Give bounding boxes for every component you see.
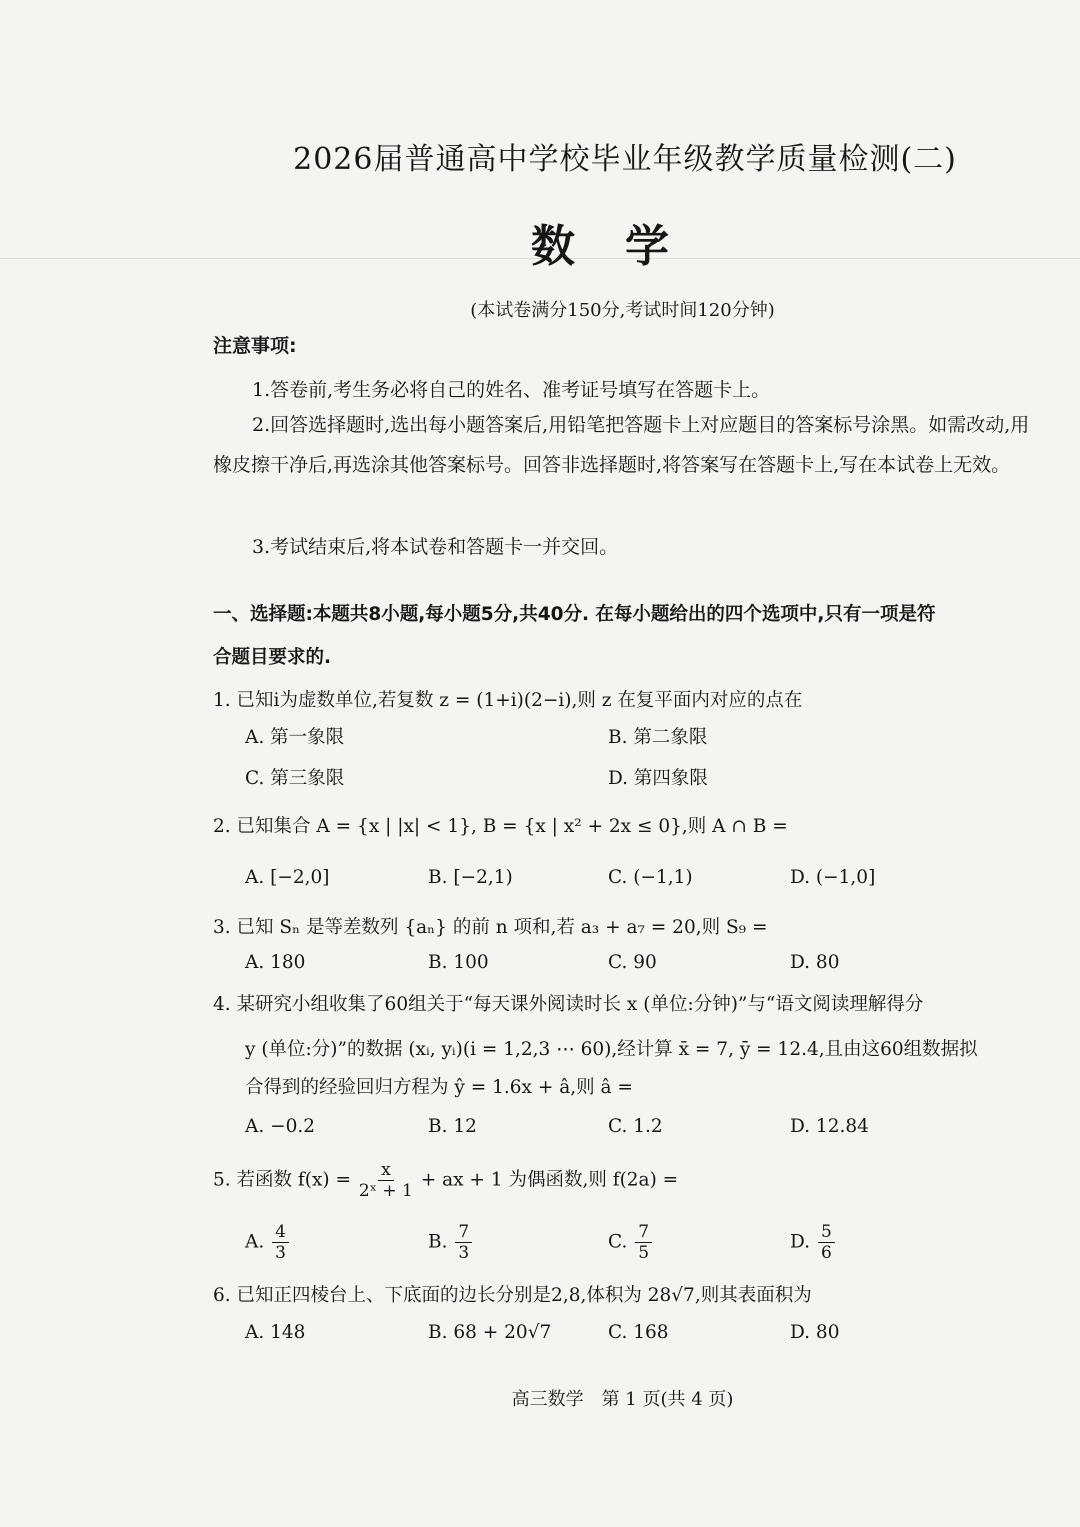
option-b [428,1222,474,1263]
option-d: D. 12.84 [790,1116,869,1137]
option-b: B. 68 + 20√7 [428,1322,552,1343]
fraction-denominator: 6 [820,1243,832,1263]
question-number: 1. [213,690,231,711]
fraction [272,1222,289,1263]
option-c: C. 90 [608,952,657,973]
question-stem: 已知 Sₙ 是等差数列 {aₙ} 的前 n 项和,若 a₃ + a₇ = 20,则 S₉ = [236,917,768,938]
notice-item-1: 1.答卷前,考生务必将自己的姓名、准考证号填写在答题卡上。 [252,379,771,401]
question-2 [213,812,788,838]
option-c [608,1222,654,1263]
fraction-numerator: 7 [455,1222,472,1243]
option-a: A. 148 [245,1322,306,1343]
question-1 [213,686,802,712]
question-number: 2. [213,816,231,837]
option-a: A. [−2,0] [245,867,330,888]
notice-item-2: 2.回答选择题时,选出每小题答案后,用铅笔把答题卡上对应题目的答案标号涂黑。如需改动,用橡皮擦干净后,再选涂其他答案标号。回答非选择题时,将答案写在答题卡上,写在本试卷上无效。 [213,414,1030,476]
question-stem-suffix: + ax + 1 为偶函数,则 f(2a) = [420,1169,679,1191]
option-c: C. 1.2 [608,1116,663,1137]
fraction-numerator: 4 [272,1222,289,1243]
fraction-denominator: 3 [275,1243,286,1263]
question-stem: 已知集合 A = {x | |x| < 1}, B = {x | x² + 2x ≤ 0},则 A ∩ B = [236,816,788,837]
option-b: B. 第二象限 [608,727,708,748]
fraction-denominator: 5 [638,1243,650,1263]
option-d [790,1222,837,1263]
question-number: 6. [213,1285,231,1306]
question-stem: 已知正四棱台上、下底面的边长分别是2,8,体积为 28√7,则其表面积为 [236,1285,812,1306]
option-d: D. 80 [790,1322,840,1343]
exam-info: (本试卷满分150分,考试时间120分钟) [470,300,775,321]
option-label: B. [428,1231,448,1253]
option-b: B. [−2,1) [428,867,513,888]
option-d: D. 80 [790,952,840,973]
option-label: A. [245,1231,265,1253]
section-heading-line1: 一、选择题:本题共8小题,每小题5分,共40分. 在每小题给出的四个选项中,只有一项是符 [213,604,936,625]
fraction-numerator: x [378,1160,394,1181]
option-a: A. −0.2 [245,1116,316,1137]
option-a: A. 180 [245,952,306,973]
fraction [455,1222,472,1263]
option-c: C. 168 [608,1322,669,1343]
question-4-stem-line3: 合得到的经验回归方程为 ŷ = 1.6x + â,则 â = [245,1077,633,1098]
option-d: D. (−1,0] [790,867,876,888]
question-number: 4. [213,994,231,1015]
question-number: 3. [213,917,231,938]
question-4-stem-line2: y (单位:分)”的数据 (xᵢ, yᵢ)(i = 1,2,3 ⋯ 60),经计算 x̄ = 7, ȳ = 12.4,且由这60组数据拟 [245,1039,978,1060]
fraction [818,1222,835,1263]
question-stem-prefix: 若函数 f(x) = [236,1169,352,1191]
question-stem-line1: 某研究小组收集了60组关于“每天课外阅读时长 x (单位:分钟)”与“语文阅读理解得分 [236,994,924,1015]
question-number: 5. [213,1169,231,1191]
question-stem: 已知i为虚数单位,若复数 z = (1+i)(2−i),则 z 在复平面内对应的点在 [236,690,803,711]
fraction-denominator: 3 [458,1243,470,1263]
option-b: B. 12 [428,1116,477,1137]
option-label: D. [790,1231,811,1253]
notice-heading: 注意事项: [213,335,297,357]
option-a: A. 第一象限 [245,727,345,748]
option-label: C. [608,1231,628,1253]
option-a [245,1222,291,1263]
question-5 [213,1160,678,1201]
fraction [359,1160,413,1201]
fraction [635,1222,652,1263]
question-3 [213,913,767,939]
option-c: C. (−1,1) [608,867,693,888]
option-b: B. 100 [428,952,489,973]
question-4 [213,990,923,1016]
fraction-numerator: 5 [818,1222,835,1243]
fraction-numerator: 7 [635,1222,652,1243]
notice-item-3: 3.考试结束后,将本试卷和答题卡一并交回。 [252,536,619,558]
option-d: D. 第四象限 [608,768,708,789]
question-6 [213,1281,812,1307]
page-footer: 高三数学 第 1 页(共 4 页) [511,1389,734,1410]
subject-title: 数学 [531,221,719,272]
section-heading-line2: 合题目要求的. [213,647,332,668]
exam-title: 2026届普通高中学校毕业年级教学质量检测(二) [293,142,957,177]
fraction-denominator: 2ˣ + 1 [358,1181,413,1201]
option-c: C. 第三象限 [245,768,345,789]
